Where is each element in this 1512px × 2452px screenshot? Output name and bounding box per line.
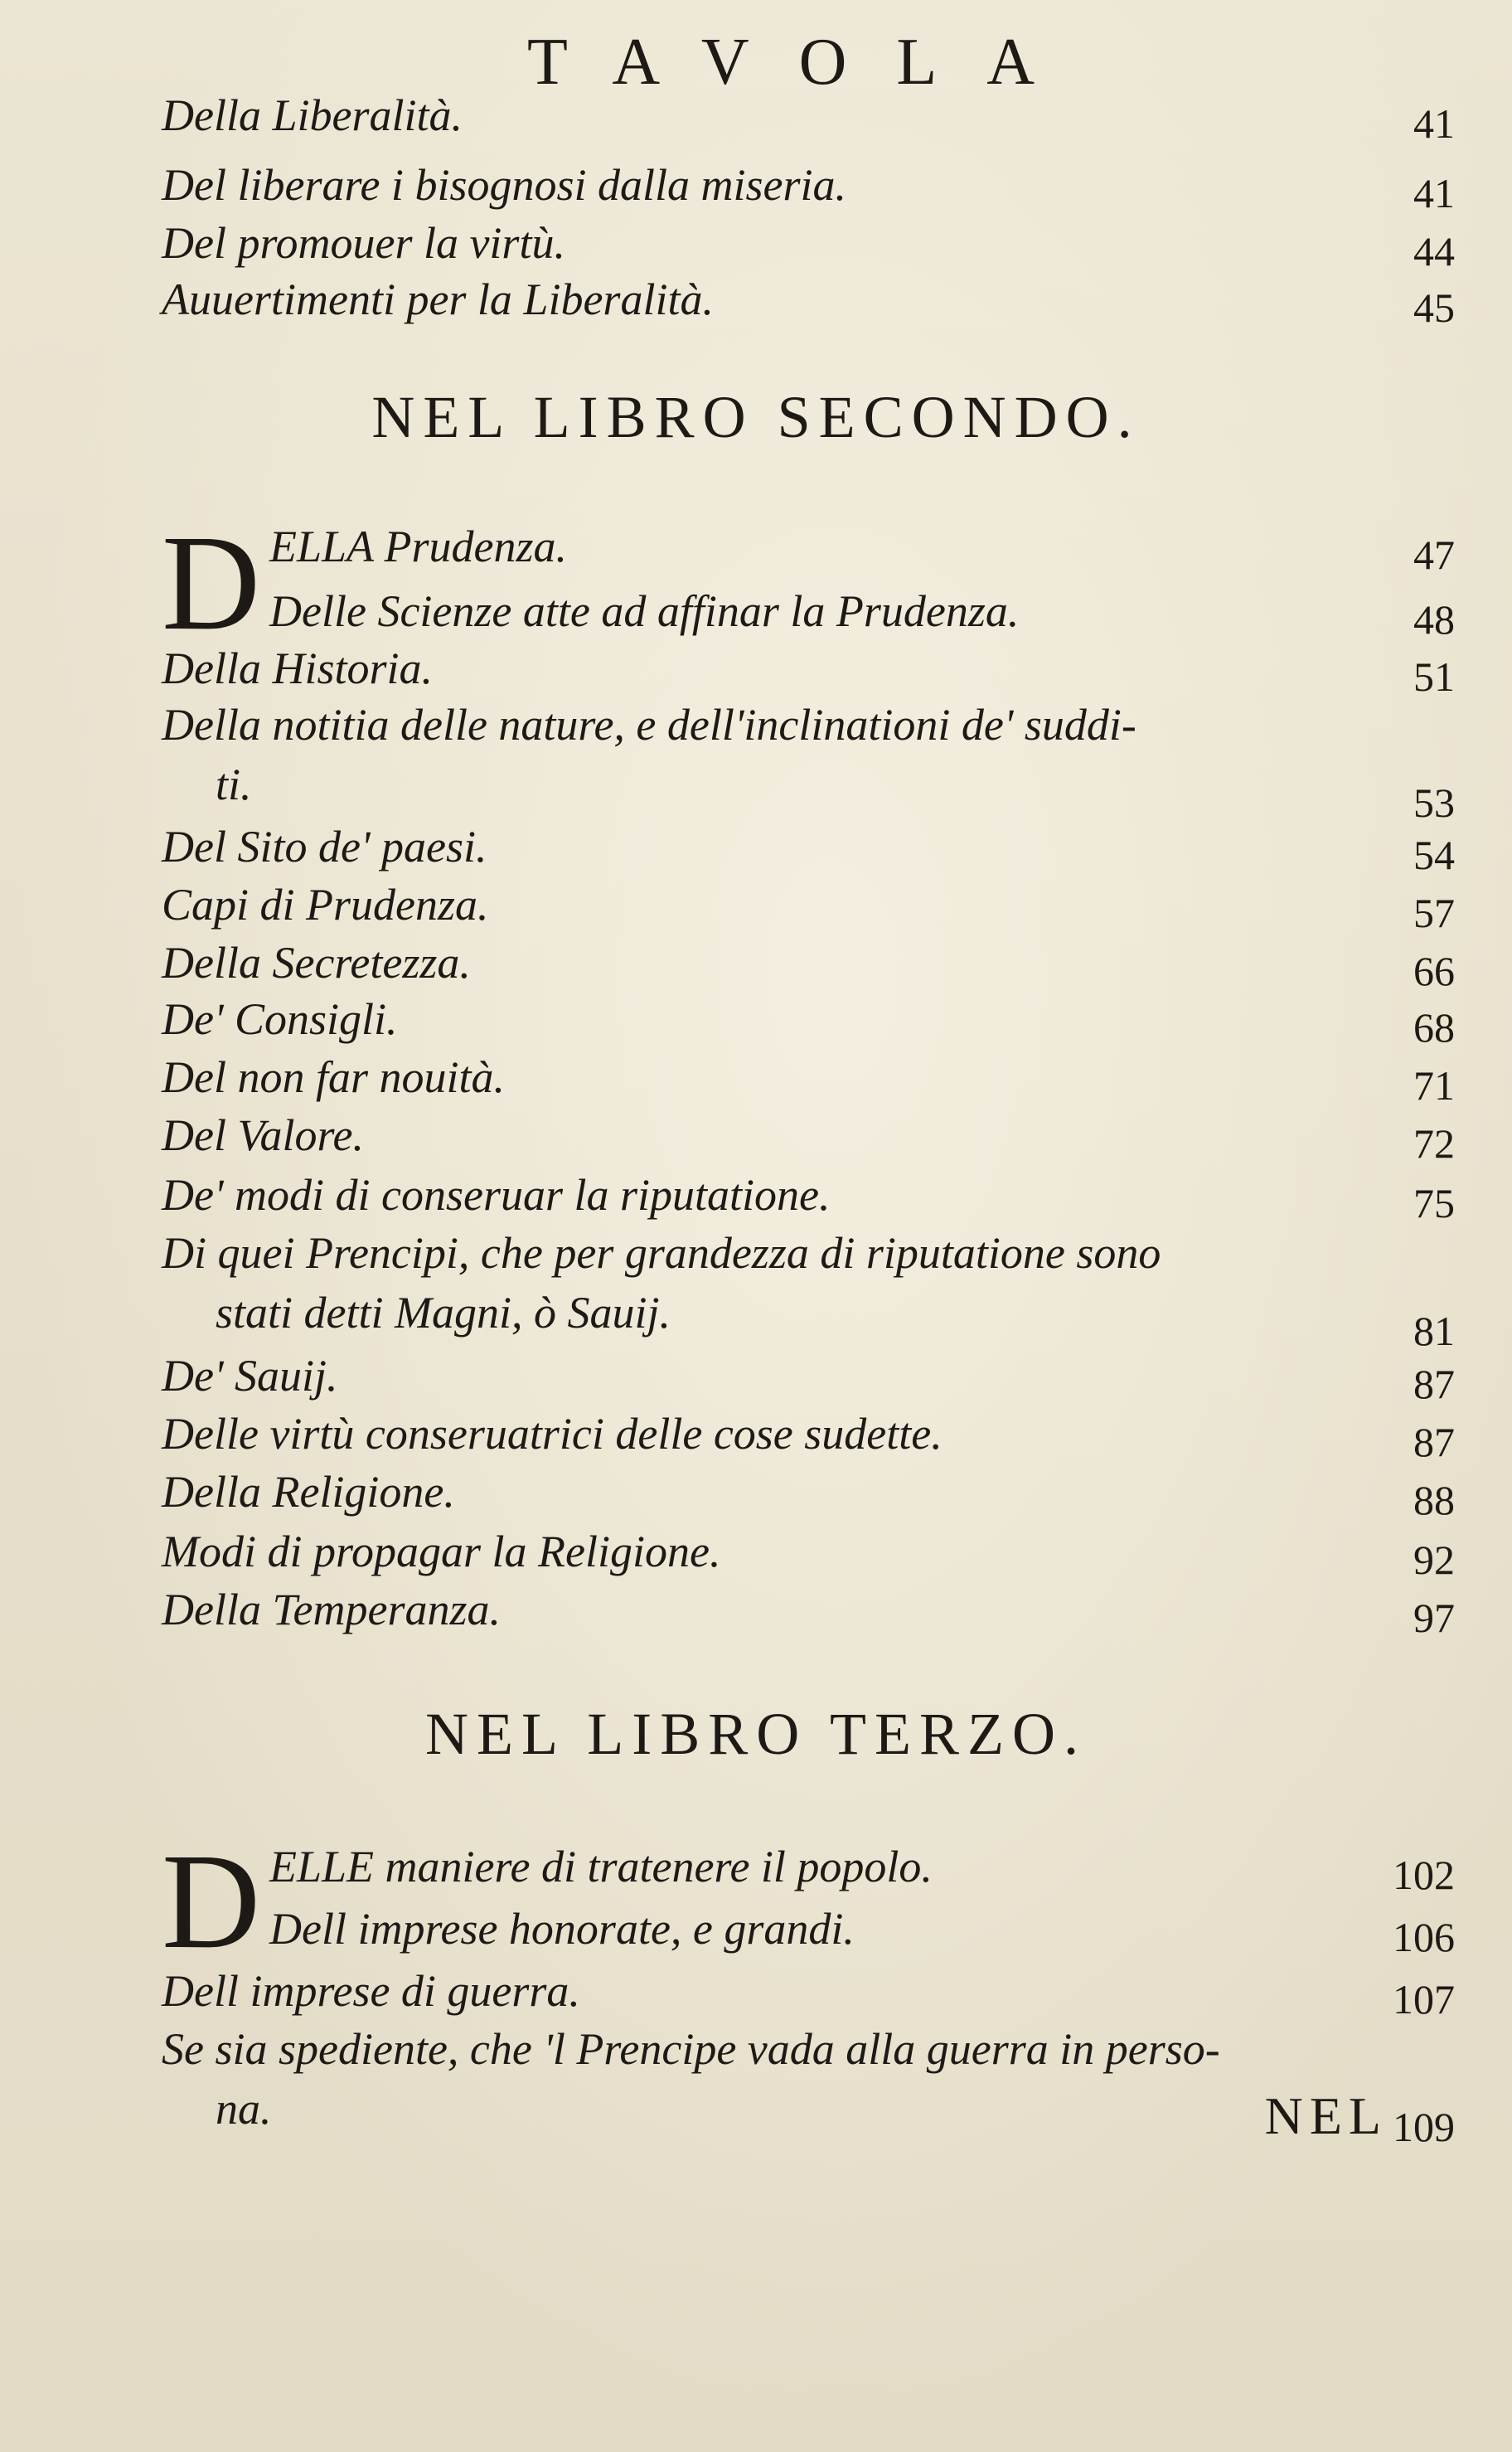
toc-entry bbox=[162, 993, 1455, 1051]
entry-title: De' modi di conseruar la riputatione. bbox=[162, 1170, 831, 1220]
toc-entry bbox=[162, 1841, 1455, 1899]
entry-title: Della Religione. bbox=[162, 1467, 455, 1517]
toc-entry bbox=[162, 274, 1455, 332]
entry-page-number: 68 bbox=[1413, 1004, 1455, 1051]
entry-page-number: 53 bbox=[1413, 779, 1455, 826]
toc-entry bbox=[162, 1466, 1455, 1524]
entry-title: Modi di propagar la Religione. bbox=[162, 1527, 721, 1576]
entry-page-number: 41 bbox=[1413, 170, 1455, 216]
entry-page-number: 97 bbox=[1413, 1595, 1455, 1641]
entry-title: Del non far nouità. bbox=[162, 1052, 505, 1102]
entry-page-number: 51 bbox=[1413, 653, 1455, 700]
toc-entry bbox=[162, 879, 1455, 937]
entry-page-number: 66 bbox=[1413, 948, 1455, 994]
entry-title: De' Consigli. bbox=[162, 994, 398, 1044]
entry-title: Della notitia delle nature, e dell'inclinationi de' suddi- bbox=[162, 700, 1136, 750]
entry-title: Della Secretezza. bbox=[162, 938, 471, 988]
toc-entry bbox=[162, 1169, 1455, 1227]
entry-title-continuation: na. bbox=[216, 2084, 272, 2134]
toc-entry bbox=[162, 217, 1455, 275]
entry-title-continuation: ti. bbox=[216, 760, 252, 809]
entry-page-number: 57 bbox=[1413, 890, 1455, 936]
entry-page-number: 81 bbox=[1413, 1308, 1455, 1354]
entry-page-number: 75 bbox=[1413, 1180, 1455, 1226]
toc-entry bbox=[162, 1584, 1455, 1642]
entry-page-number: 72 bbox=[1413, 1120, 1455, 1167]
toc-entry bbox=[162, 1350, 1455, 1408]
entry-page-number: 109 bbox=[1393, 2104, 1455, 2150]
entry-page-number: 106 bbox=[1393, 1914, 1455, 1960]
entry-page-number: 107 bbox=[1393, 1976, 1455, 2022]
entry-page-number: 45 bbox=[1413, 284, 1455, 331]
toc-entry bbox=[162, 643, 1455, 701]
entry-title: Auuertimenti per la Liberalità. bbox=[162, 274, 714, 324]
entry-title: Se sia spediente, che 'l Prencipe vada alla guerra in perso- bbox=[162, 2024, 1220, 2074]
entry-page-number: 47 bbox=[1413, 532, 1455, 578]
toc-entry bbox=[162, 90, 1455, 148]
drop-cap: D bbox=[162, 507, 261, 658]
entry-title: Del liberare i bisognosi dalla miseria. bbox=[162, 160, 846, 210]
entry-page-number: 92 bbox=[1413, 1537, 1455, 1583]
entry-page-number: 88 bbox=[1413, 1477, 1455, 1523]
toc-entry bbox=[162, 937, 1455, 995]
entry-title: Delle Scienze atte ad affinar la Prudenza. bbox=[269, 586, 1020, 636]
toc-entry bbox=[162, 585, 1455, 643]
entry-title: Del promouer la virtù. bbox=[162, 218, 565, 268]
toc-entry bbox=[162, 2023, 1455, 2148]
toc-entry bbox=[162, 1408, 1455, 1466]
drop-cap: D bbox=[162, 1825, 261, 1977]
toc-entry bbox=[162, 1109, 1455, 1168]
catchword: NEL bbox=[1264, 2086, 1388, 2145]
toc-entry bbox=[162, 1051, 1455, 1109]
entry-title: ELLA Prudenza. bbox=[269, 522, 568, 571]
entry-title: Delle virtù conseruatrici delle cose sudette. bbox=[162, 1409, 943, 1459]
entry-title: Del Sito de' paesi. bbox=[162, 822, 487, 872]
entry-title: Del Valore. bbox=[162, 1110, 364, 1160]
section-heading-book3: NEL LIBRO TERZO. bbox=[425, 1701, 1087, 1767]
toc-entry bbox=[162, 1965, 1455, 2023]
entry-title: Dell imprese di guerra. bbox=[162, 1966, 580, 2016]
entry-page-number: 48 bbox=[1413, 596, 1455, 643]
toc-entry bbox=[162, 699, 1455, 826]
entry-title: Di quei Prencipi, che per grandezza di riputatione sono bbox=[162, 1228, 1161, 1278]
toc-entry bbox=[162, 821, 1455, 879]
entry-page-number: 41 bbox=[1413, 100, 1455, 147]
toc-entry bbox=[162, 1526, 1455, 1584]
toc-entry bbox=[162, 159, 1455, 217]
entry-title: Capi di Prudenza. bbox=[162, 880, 489, 930]
toc-entry bbox=[162, 1903, 1455, 1961]
entry-title: ELLE maniere di tratenere il popolo. bbox=[269, 1842, 933, 1891]
entry-page-number: 54 bbox=[1413, 832, 1455, 878]
entry-page-number: 44 bbox=[1413, 228, 1455, 274]
entry-page-number: 102 bbox=[1393, 1852, 1455, 1898]
toc-entry bbox=[162, 1227, 1455, 1352]
running-head: TAVOLA bbox=[526, 26, 1085, 99]
entry-title: Dell imprese honorate, e grandi. bbox=[269, 1904, 855, 1954]
entry-title: Della Historia. bbox=[162, 643, 434, 693]
entry-page-number: 87 bbox=[1413, 1361, 1455, 1407]
entry-title-continuation: stati detti Magni, ò Sauij. bbox=[216, 1288, 671, 1338]
entry-title: Della Temperanza. bbox=[162, 1585, 502, 1634]
entry-page-number: 71 bbox=[1413, 1062, 1455, 1109]
entry-title: Della Liberalità. bbox=[162, 90, 463, 140]
toc-entry bbox=[162, 521, 1455, 579]
section-heading-book2: NEL LIBRO SECONDO. bbox=[371, 384, 1141, 450]
entry-title: De' Sauij. bbox=[162, 1351, 338, 1401]
entry-page-number: 87 bbox=[1413, 1419, 1455, 1465]
